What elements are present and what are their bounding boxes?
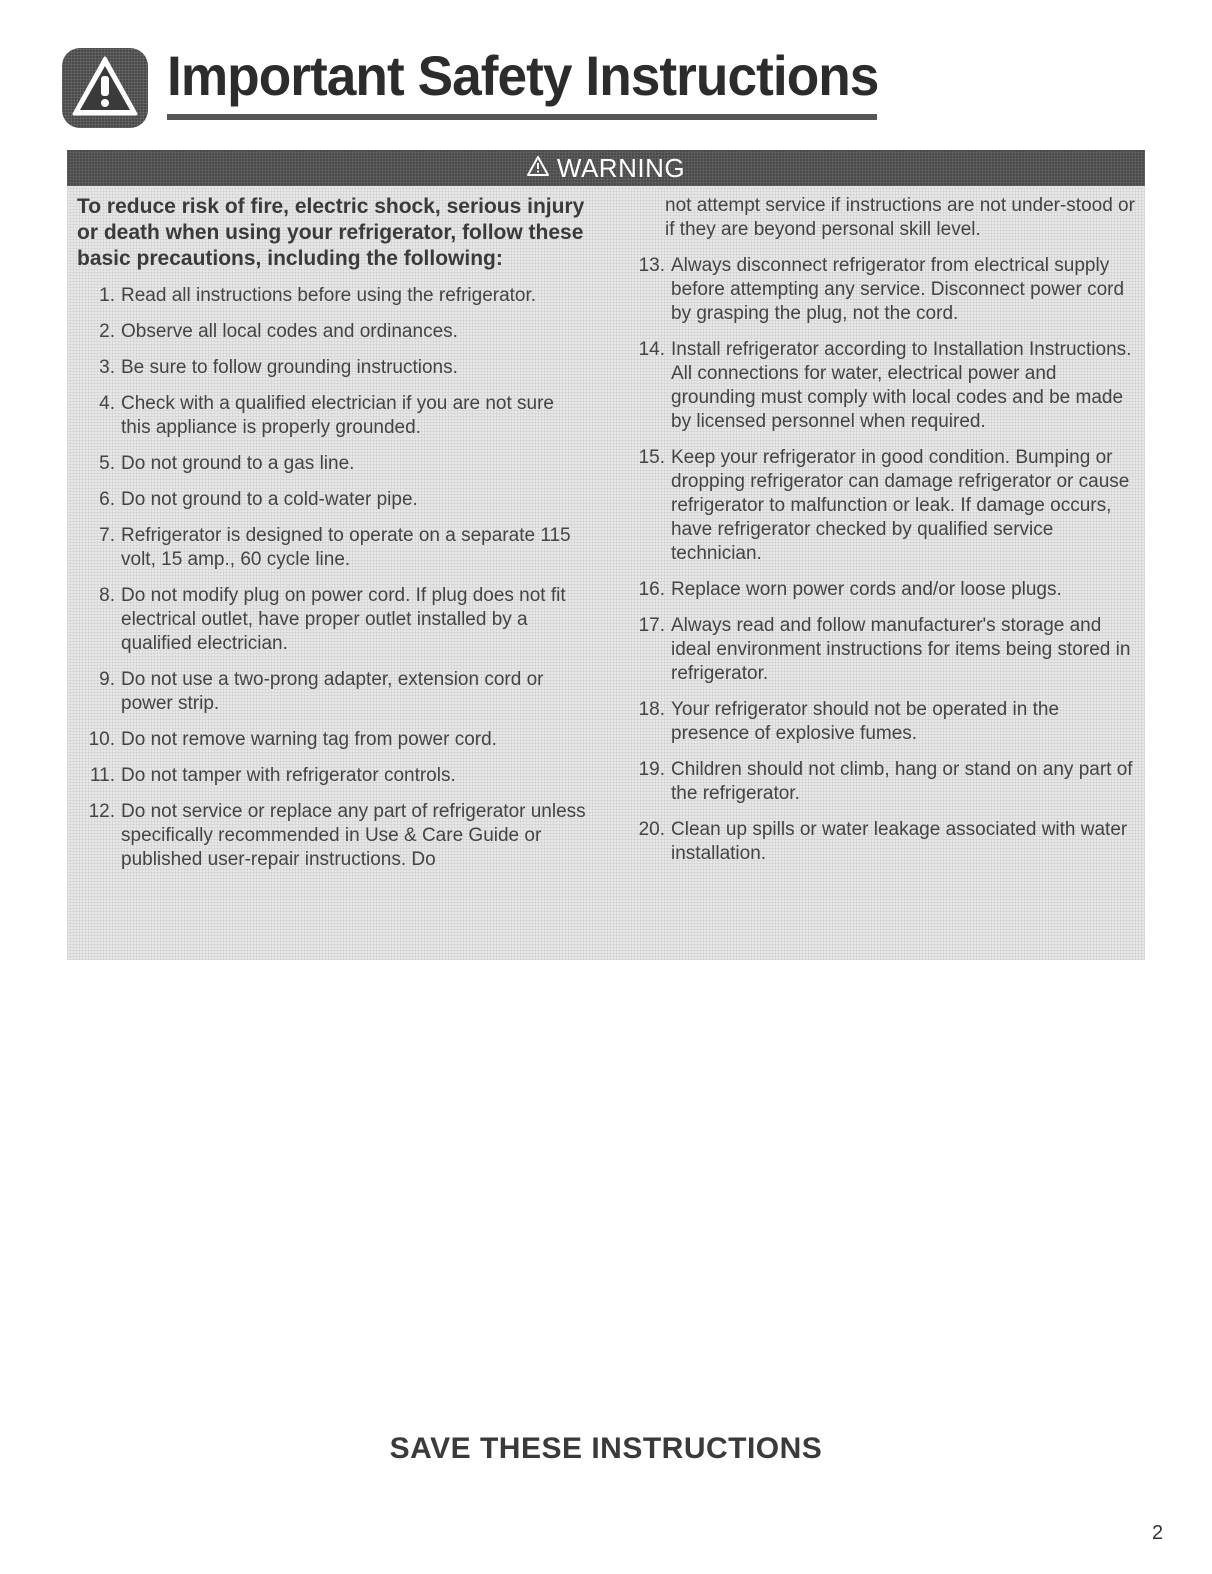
- item-number: 20.: [638, 819, 665, 840]
- item-number: 7.: [99, 525, 115, 546]
- list-item: [627, 446, 1139, 566]
- list-item: [77, 356, 587, 380]
- item-number: 2.: [99, 321, 115, 342]
- list-item: [77, 284, 587, 308]
- left-column: [77, 194, 587, 884]
- instruction-list-left: [77, 284, 587, 872]
- list-item: [627, 698, 1139, 746]
- item-text: Observe all local codes and ordinances.: [121, 321, 458, 342]
- item-number: 18.: [638, 699, 665, 720]
- list-item: [77, 488, 587, 512]
- item-text: Do not use a two-prong adapter, extension cord or power strip.: [121, 669, 544, 714]
- item-number: 19.: [638, 759, 665, 780]
- warning-banner: [67, 150, 1145, 186]
- item-text: Do not ground to a gas line.: [121, 453, 355, 474]
- warning-triangle-icon: [62, 48, 148, 128]
- item-number: 17.: [638, 615, 665, 636]
- item-text: Be sure to follow grounding instructions.: [121, 357, 458, 378]
- item-number: 9.: [99, 669, 115, 690]
- item-text: Read all instructions before using the refrigerator.: [121, 285, 537, 306]
- item-number: 11.: [89, 765, 115, 786]
- item-number: 15.: [638, 447, 665, 468]
- list-item: [77, 668, 587, 716]
- item-text: Do not service or replace any part of refrigerator unless specifically recommended in Use & Care Guide or published user-repair instructions. Do: [121, 801, 586, 870]
- warning-label: WARNING: [556, 152, 686, 183]
- item-12-continuation: not attempt service if instructions are not under-stood or if they are beyond personal skill level.: [665, 195, 1135, 240]
- list-item: [77, 728, 587, 752]
- list-item: [627, 254, 1139, 326]
- item-number: 5.: [99, 453, 115, 474]
- right-column: [627, 194, 1139, 878]
- item-text: Do not modify plug on power cord. If plug does not fit electrical outlet, have proper outlet installed by a qualified electrician.: [121, 585, 566, 654]
- item-text: Do not ground to a cold-water pipe.: [121, 489, 418, 510]
- item-text: Check with a qualified electrician if you are not sure this appliance is properly grounded.: [121, 393, 555, 438]
- item-text: Install refrigerator according to Installation Instructions. All connections for water, electrical power and grounding must comply with local codes and be made by licensed personnel when required.: [671, 339, 1132, 432]
- list-item: [627, 758, 1139, 806]
- item-number: 6.: [99, 489, 115, 510]
- item-text: Do not remove warning tag from power cord.: [121, 729, 497, 750]
- list-item: [77, 524, 587, 572]
- item-number: 12.: [88, 801, 115, 822]
- item-number: 14.: [638, 339, 665, 360]
- item-number: 3.: [99, 357, 115, 378]
- instruction-list-right: [627, 254, 1139, 866]
- list-item: [77, 320, 587, 344]
- item-text: Always read and follow manufacturer's storage and ideal environment instructions for items being stored in refrigerator.: [671, 615, 1131, 684]
- item-text: Children should not climb, hang or stand on any part of the refrigerator.: [671, 759, 1133, 804]
- list-item: [77, 584, 587, 656]
- list-item: [627, 818, 1139, 866]
- item-number: 13.: [638, 255, 665, 276]
- page-header: [62, 40, 879, 130]
- item-number: 16.: [638, 579, 665, 600]
- list-item: [627, 614, 1139, 686]
- item-text: Keep your refrigerator in good condition. Bumping or dropping refrigerator can damage refrigerator or cause refrigerator to malfunction or leak. If damage occurs, have refrigerator checked by qualified service technician.: [671, 447, 1130, 564]
- list-item: [77, 764, 587, 788]
- item-number: 1.: [99, 285, 115, 306]
- list-item: [77, 452, 587, 476]
- item-text: Clean up spills or water leakage associated with water installation.: [671, 819, 1128, 864]
- item-text: Do not tamper with refrigerator controls.: [121, 765, 456, 786]
- page-title: Important Safety Instructions: [167, 44, 879, 107]
- item-number: 10.: [88, 729, 115, 750]
- title-underline: [167, 114, 877, 120]
- item-text: Your refrigerator should not be operated in the presence of explosive fumes.: [671, 699, 1060, 744]
- warning-triangle-icon: [527, 156, 549, 181]
- page-number: 2: [1152, 1522, 1164, 1544]
- save-instructions-note: SAVE THESE INSTRUCTIONS: [389, 1432, 823, 1465]
- item-text: Always disconnect refrigerator from electrical supply before attempting any service. Disconnect power cord by grasping the plug, not the cord.: [671, 255, 1125, 324]
- item-number: 8.: [99, 585, 115, 606]
- warning-intro: To reduce risk of fire, electric shock, serious injury or death when using your refrigerator, follow these basic precautions, including the following:: [77, 195, 585, 270]
- item-text: Replace worn power cords and/or loose plugs.: [671, 579, 1062, 600]
- item-number: 4.: [99, 393, 115, 414]
- list-item: [627, 338, 1139, 434]
- list-item: [77, 800, 587, 872]
- list-item: [77, 392, 587, 440]
- item-text: Refrigerator is designed to operate on a separate 115 volt, 15 amp., 60 cycle line.: [121, 525, 571, 570]
- list-item: [627, 578, 1139, 602]
- warning-box: [67, 150, 1145, 960]
